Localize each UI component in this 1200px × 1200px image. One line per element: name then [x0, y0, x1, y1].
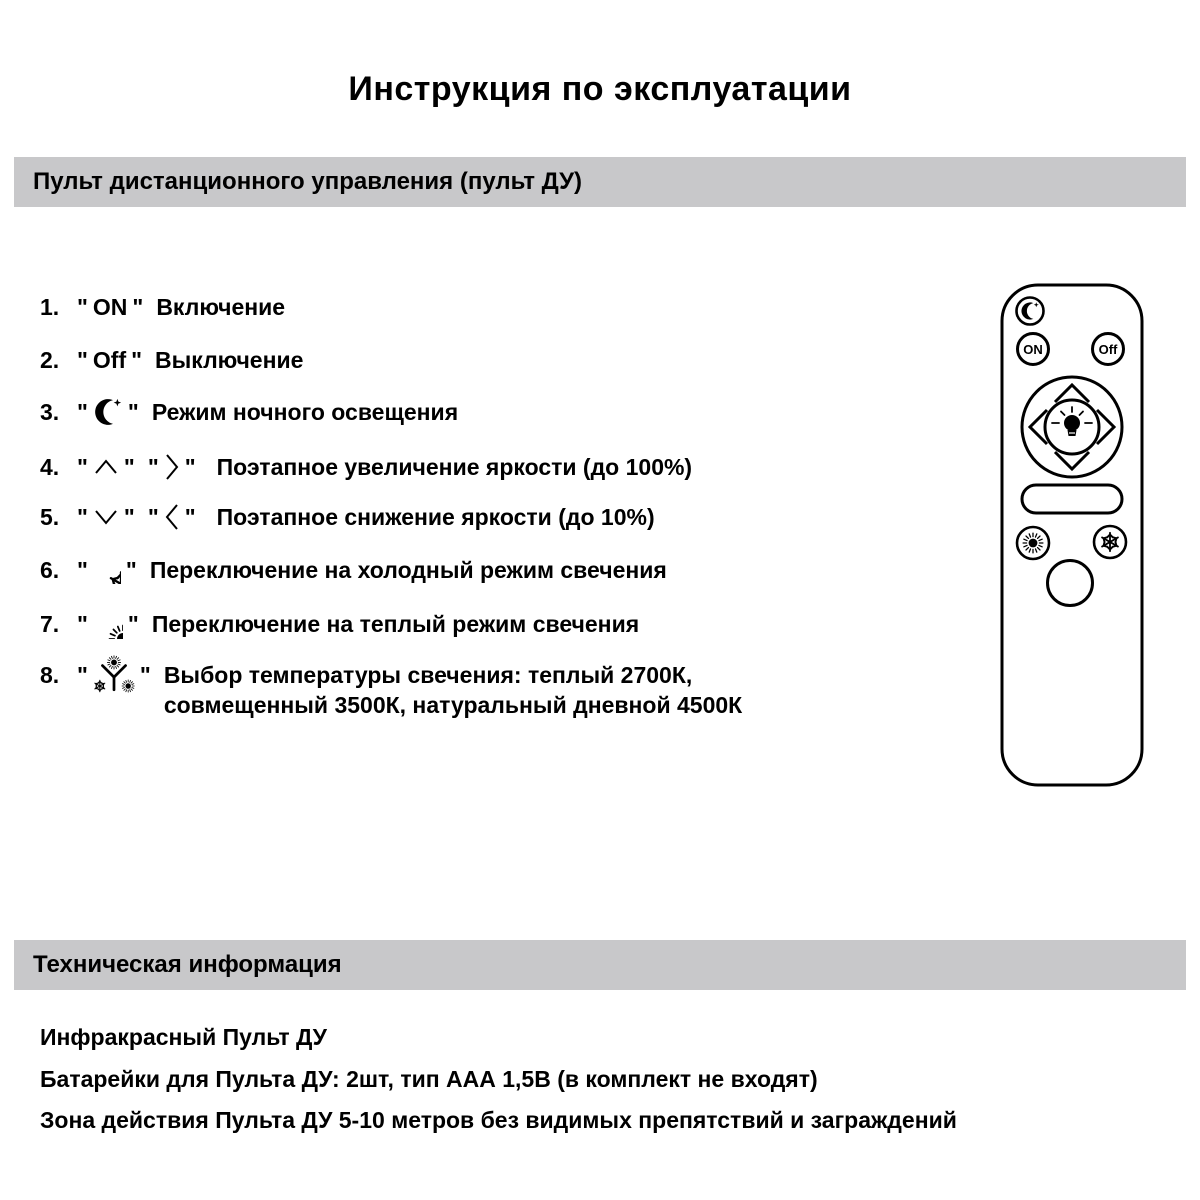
- quote-mark: ": [77, 398, 88, 425]
- item-number: 6.: [40, 556, 60, 583]
- quote-mark: ": [77, 661, 88, 688]
- legend-item-2: [40, 343, 303, 377]
- quote-mark: ": [77, 453, 88, 480]
- quote-mark: ": [131, 346, 143, 373]
- tech-line-ir-remote: Инфракрасный Пульт ДУ: [40, 1023, 327, 1050]
- quote-mark: ": [127, 610, 139, 637]
- snowflake-icon: [93, 556, 121, 584]
- quote-mark: ": [147, 453, 159, 480]
- section-header-tech: [14, 940, 1186, 990]
- legend-item-7: [40, 607, 639, 641]
- item-text: Переключение на теплый режим свечения: [151, 610, 640, 637]
- item-text: Переключение на холодный режим свечения: [149, 556, 667, 583]
- quote-mark: ": [132, 293, 144, 320]
- chevron-left-icon: [164, 502, 180, 532]
- quote-mark: ": [184, 503, 196, 530]
- legend-item-4: [40, 450, 692, 484]
- quote-mark: ": [147, 503, 159, 530]
- quote-mark: ": [123, 503, 135, 530]
- off-label: Off: [92, 346, 127, 373]
- svg-text:ON: ON: [1023, 342, 1043, 357]
- quote-mark: ": [139, 661, 151, 688]
- on-label: ON: [92, 293, 128, 320]
- quote-mark: ": [77, 556, 88, 583]
- legend-item-1: [40, 290, 285, 324]
- page-title: Инструкция по эксплуатации: [348, 70, 852, 108]
- item-text-line-2: совмещенный 3500К, натуральный дневной 4500К: [163, 692, 743, 718]
- remote-control-illustration: [985, 273, 1155, 793]
- chevron-right-icon: [164, 452, 180, 482]
- legend-item-3: [40, 395, 458, 429]
- svg-text:Off: Off: [1098, 342, 1118, 357]
- item-text: Выключение: [155, 346, 304, 373]
- item-number: 5.: [40, 503, 60, 530]
- tech-line-batteries: Батарейки для Пульта ДУ: 2шт, тип ААА 1,5В (в комплект не входят): [40, 1065, 818, 1092]
- tech-line-range: Зона действия Пульта ДУ 5-10 метров без видимых препятствий и заграждений: [40, 1106, 957, 1133]
- quote-mark: ": [77, 293, 88, 320]
- quote-mark: ": [127, 398, 139, 425]
- item-number: 1.: [40, 293, 60, 320]
- legend-item-6: [40, 553, 667, 587]
- item-text: Поэтапное снижение яркости (до 10%): [216, 503, 655, 530]
- item-text: [164, 658, 742, 720]
- moon-icon: [93, 397, 123, 427]
- quote-mark: ": [125, 556, 137, 583]
- sun-icon: [1023, 533, 1043, 553]
- item-number: 2.: [40, 346, 60, 373]
- sun-icon: [93, 609, 123, 639]
- chevron-down-icon: [93, 506, 119, 528]
- legend-item-8: [40, 658, 743, 718]
- section-header-tech-label: Техническая информация: [33, 951, 342, 978]
- quote-mark: ": [77, 346, 88, 373]
- item-number: 3.: [40, 398, 60, 425]
- item-text: Поэтапное увеличение яркости (до 100%): [216, 453, 693, 480]
- item-text: Включение: [156, 293, 286, 320]
- section-header-remote-label: Пульт дистанционного управления (пульт ДУ): [33, 168, 582, 195]
- quote-mark: ": [77, 610, 88, 637]
- chevron-up-icon: [93, 456, 119, 478]
- section-header-remote: [14, 157, 1186, 207]
- item-text: Режим ночного освещения: [151, 398, 459, 425]
- item-number: 4.: [40, 453, 60, 480]
- quote-mark: ": [77, 503, 88, 530]
- legend-item-5: [40, 500, 655, 534]
- color-temperature-select-icon: [93, 658, 135, 692]
- item-number: 7.: [40, 610, 60, 637]
- quote-mark: ": [184, 453, 196, 480]
- item-text-line-1: Выбор температуры свечения: теплый 2700К,: [163, 662, 693, 688]
- quote-mark: ": [123, 453, 135, 480]
- item-number: 8.: [40, 661, 60, 688]
